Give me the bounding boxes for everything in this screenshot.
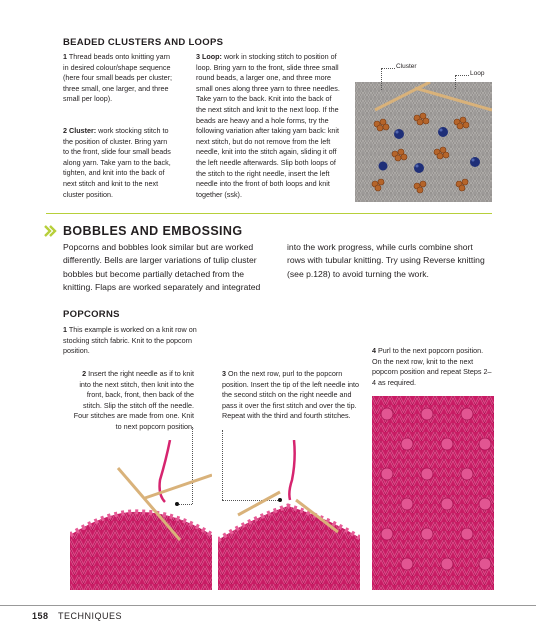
step-number: 3 bbox=[222, 369, 226, 378]
leader-line bbox=[382, 68, 395, 69]
beaded-knitting-photo bbox=[355, 82, 492, 202]
step-text: Insert the right needle as if to knit into the next stitch, then knit into the front, back, front, then back of the stitch. Slip the stitch off the needle. Four stitches are made from one. Knit to next popcorn position. bbox=[73, 369, 194, 431]
popcorns-step-1 bbox=[63, 325, 197, 357]
step-text: This example is worked on a knit row on stocking stitch fabric. Knit to the popcorn position. bbox=[63, 325, 197, 356]
popcorn-step-2-photo bbox=[70, 440, 212, 590]
step-number: 2 bbox=[63, 126, 67, 135]
leader-line bbox=[381, 68, 382, 90]
step-text: work in stocking stitch to position of loop. Bring yarn to the front, slide three small round beads, a larger one, and three more small ones along three yarn to three needles. Take yarn to the back. Knit into the back of the next stitch and knit to the next loop. If the beads are heavy and a hole forms, try the following variation after taking yarn back: knit next stitch, but do not remove from the left needle, knit into the stitch again, sliding it off the left needle afterwards. Slip both loops of the stitch to the right needle, insert the left needle into the front of both loops and knit together (ssk). bbox=[196, 52, 340, 199]
popcorns-step-3 bbox=[222, 369, 360, 422]
label-cluster: Cluster bbox=[396, 63, 417, 70]
popcorn-step-3-photo bbox=[218, 440, 360, 590]
popcorn-step-4-photo bbox=[372, 396, 494, 590]
beaded-step-2 bbox=[63, 126, 175, 200]
section-heading-beaded: BEADED CLUSTERS AND LOOPS bbox=[63, 37, 224, 48]
label-loop: Loop bbox=[470, 70, 485, 77]
step-number: 3 bbox=[196, 52, 200, 61]
step-number: 1 bbox=[63, 325, 67, 334]
section-divider bbox=[46, 213, 492, 214]
section-name: TECHNIQUES bbox=[58, 611, 123, 621]
section-heading-bobbles: BOBBLES AND EMBOSSING bbox=[63, 224, 243, 238]
chevron-icon bbox=[44, 224, 58, 242]
step-text: Purl to the next popcorn position. On the next row, knit to the next popcorn position and repeat Steps 2–4 as required. bbox=[372, 346, 492, 387]
popcorns-step-2 bbox=[72, 369, 194, 433]
step-label: Cluster: bbox=[69, 126, 97, 135]
leader-line bbox=[455, 75, 456, 89]
bobbles-intro-left: Popcorns and bobbles look similar but are worked differently. Bells are larger variations of tulip cluster bobbles but become partially detached from the knitting. Flaps are worked separately and integrated bbox=[63, 242, 261, 293]
beaded-step-3 bbox=[196, 52, 342, 200]
step-text: Thread beads onto knitting yarn in desired colour/shape sequence (here four small beads per cluster; three small, one larger, and three small per loop). bbox=[63, 52, 173, 104]
step-number: 4 bbox=[372, 346, 376, 355]
step-label: Loop: bbox=[202, 52, 222, 61]
step-text: On the next row, purl to the popcorn position. Insert the tip of the left needle into the second stitch on the right needle and pass it over the first stitch and over the tip. Repeat with the third and fourth stitches. bbox=[222, 369, 360, 421]
page-number: 158 bbox=[32, 611, 49, 621]
step-number: 1 bbox=[63, 52, 67, 61]
bobbles-intro-right: into the work progress, while curls combine short rows with tubular knitting. Try using Reverse knitting (see p.128) to avoid turning the work. bbox=[287, 242, 485, 279]
leader-line bbox=[456, 75, 469, 76]
step-number: 2 bbox=[82, 369, 87, 378]
beaded-step-1 bbox=[63, 52, 175, 105]
footer-rule bbox=[0, 605, 536, 606]
step-text: work stocking stitch to the position of cluster. Bring yarn to the front, slide four small beads along yarn. Take yarn to the back, tighten, and knit into the back of next stitch and knit to the next cluster position. bbox=[63, 126, 171, 199]
section-heading-popcorns: POPCORNS bbox=[63, 309, 120, 320]
popcorns-step-4 bbox=[372, 346, 494, 388]
